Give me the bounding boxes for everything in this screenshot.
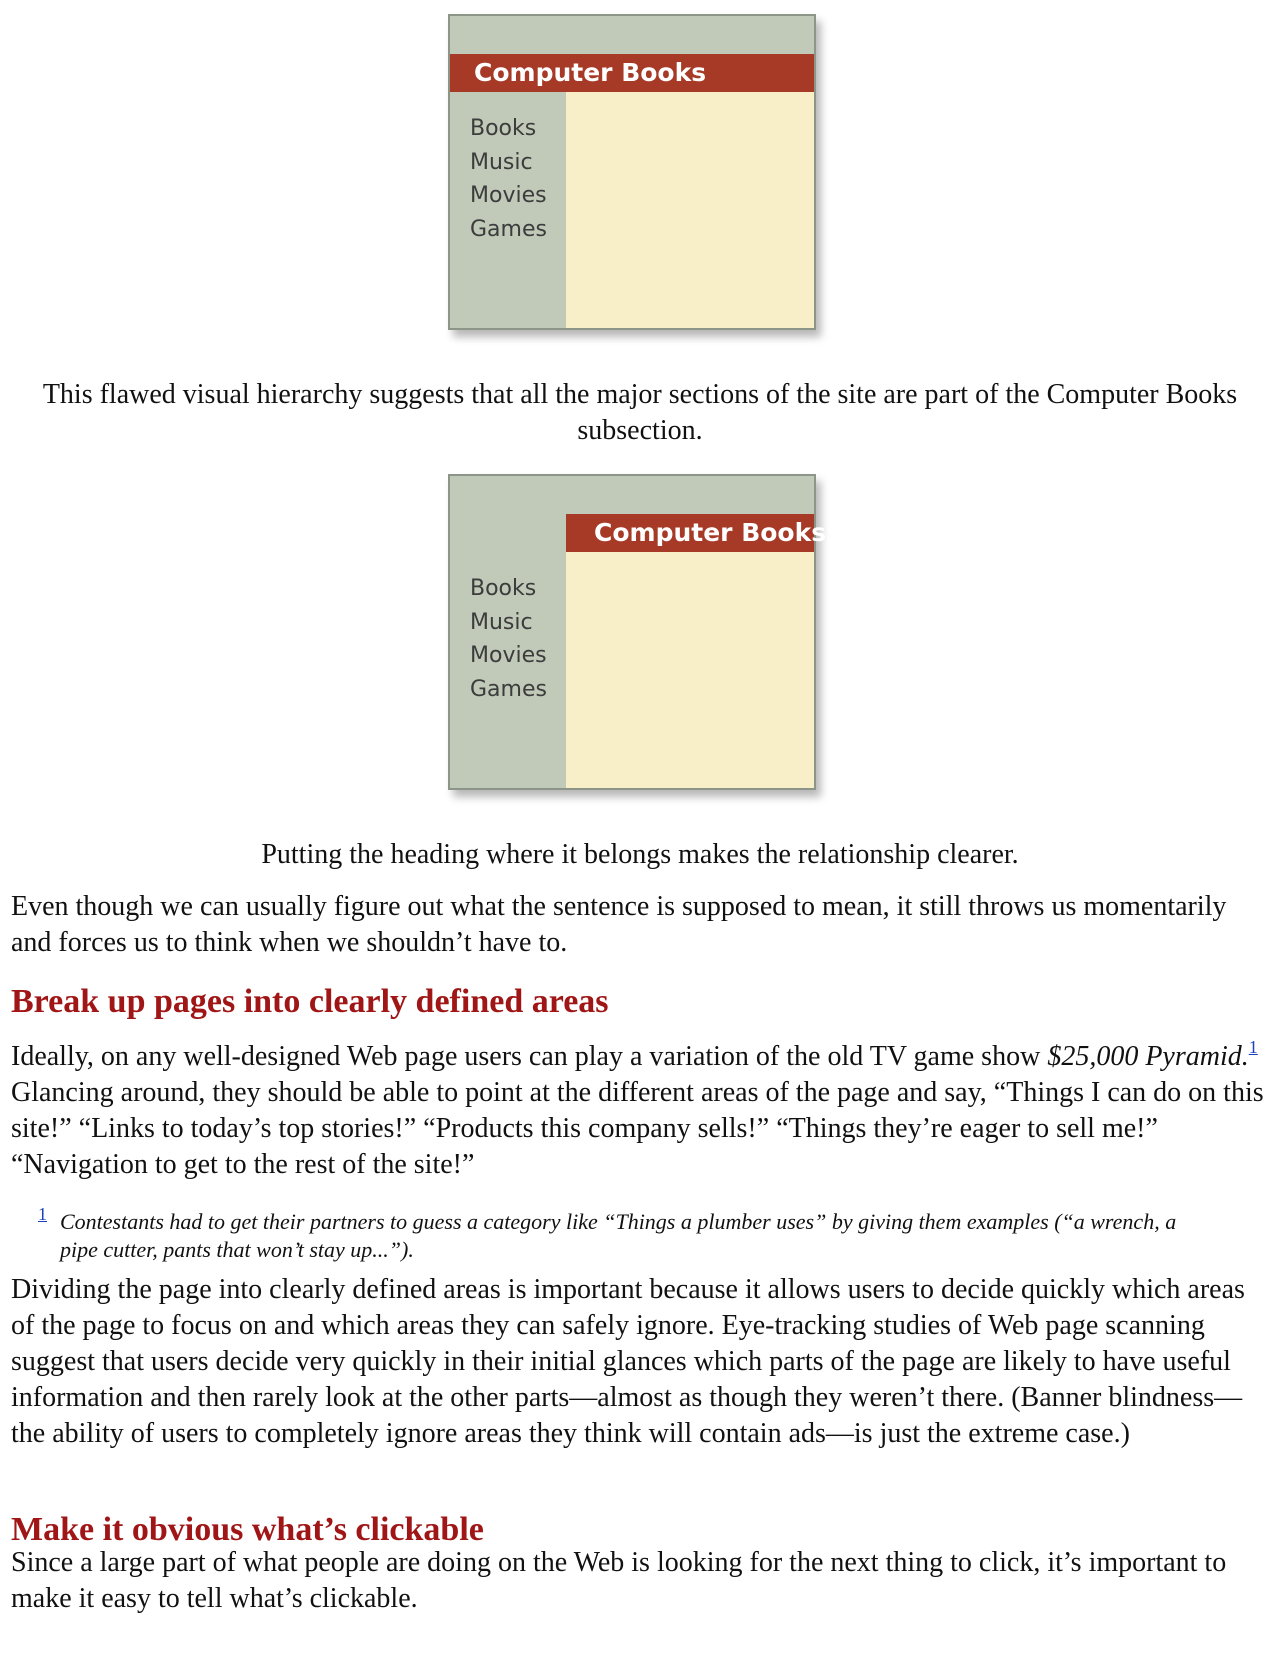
figure-nav-item: Games [470,676,547,702]
figure-nav-item: Movies [470,183,547,208]
figure-nav-item: Music [470,149,533,175]
paragraph-text: Glancing around, they should be able to point at the different areas of the page and say, “Things I can do on this site!” “Links to today’s top stories!” “Products this company sells!” “Things they’re eager to sell me!” “Navigation to get to the rest of the site!” [11,1077,1264,1180]
footnote-mark-link[interactable]: 1 [38,1204,47,1224]
figure-heading-bar: Computer Books [566,514,814,552]
figure-content-area [566,552,814,788]
body-paragraph: Dividing the page into clearly defined areas is important because it allows users to decide quickly which areas of the page to focus on and which areas they can safely ignore. Eye-tracking studies of Web page scanning suggest that users decide very quickly in their initial glances which parts of the page are likely to have useful information and then rarely look at the other parts—almost as though they weren’t there. (Banner blindness—the ability of users to completely ignore areas they think will contain ads—is just the extreme case.) [11,1274,1245,1449]
body-paragraph: Even though we can usually figure out what the sentence is supposed to mean, it still throws us momentarily and forces us to think when we shouldn’t have to. [11,891,1227,958]
figure-caption: Putting the heading where it belongs makes the relationship clearer. [261,839,1019,870]
body-paragraph: Since a large part of what people are doing on the Web is looking for the next thing to click, it’s important to make it easy to tell what’s clickable. [11,1547,1227,1614]
figure-nav-list [470,572,547,706]
show-title: $25,000 Pyramid. [1047,1041,1249,1072]
figure-nav-list [470,112,547,246]
figure-nav-item: Books [470,576,537,601]
figure-content-area [566,92,814,328]
section-heading: Make it obvious what’s clickable [11,1511,484,1548]
figure-corrected-hierarchy [448,474,827,790]
footnote-reference-link[interactable]: 1 [1248,1037,1258,1057]
footnote [38,1204,1218,1264]
paragraph-text: Ideally, on any well-designed Web page users can play a variation of the old TV game show [11,1041,1048,1072]
figure-heading-bar: Computer Books [450,54,814,92]
figure-flawed-hierarchy [448,14,816,330]
figure-nav-item: Movies [470,643,547,668]
section-heading: Break up pages into clearly defined areas [11,983,609,1020]
figure-caption: This flawed visual hierarchy suggests that all the major sections of the site are part of the Computer Books subsection. [42,379,1238,446]
figure-nav-item: Music [470,609,533,635]
body-paragraph [11,1039,1273,1183]
footnote-text: Contestants had to get their partners to guess a category like “Things a plumber uses” by giving them examples (“a wrench, a pipe cutter, pants that won’t stay up...”). [60,1209,1177,1262]
figure-nav-item: Books [470,116,537,141]
figure-nav-item: Games [470,216,547,242]
